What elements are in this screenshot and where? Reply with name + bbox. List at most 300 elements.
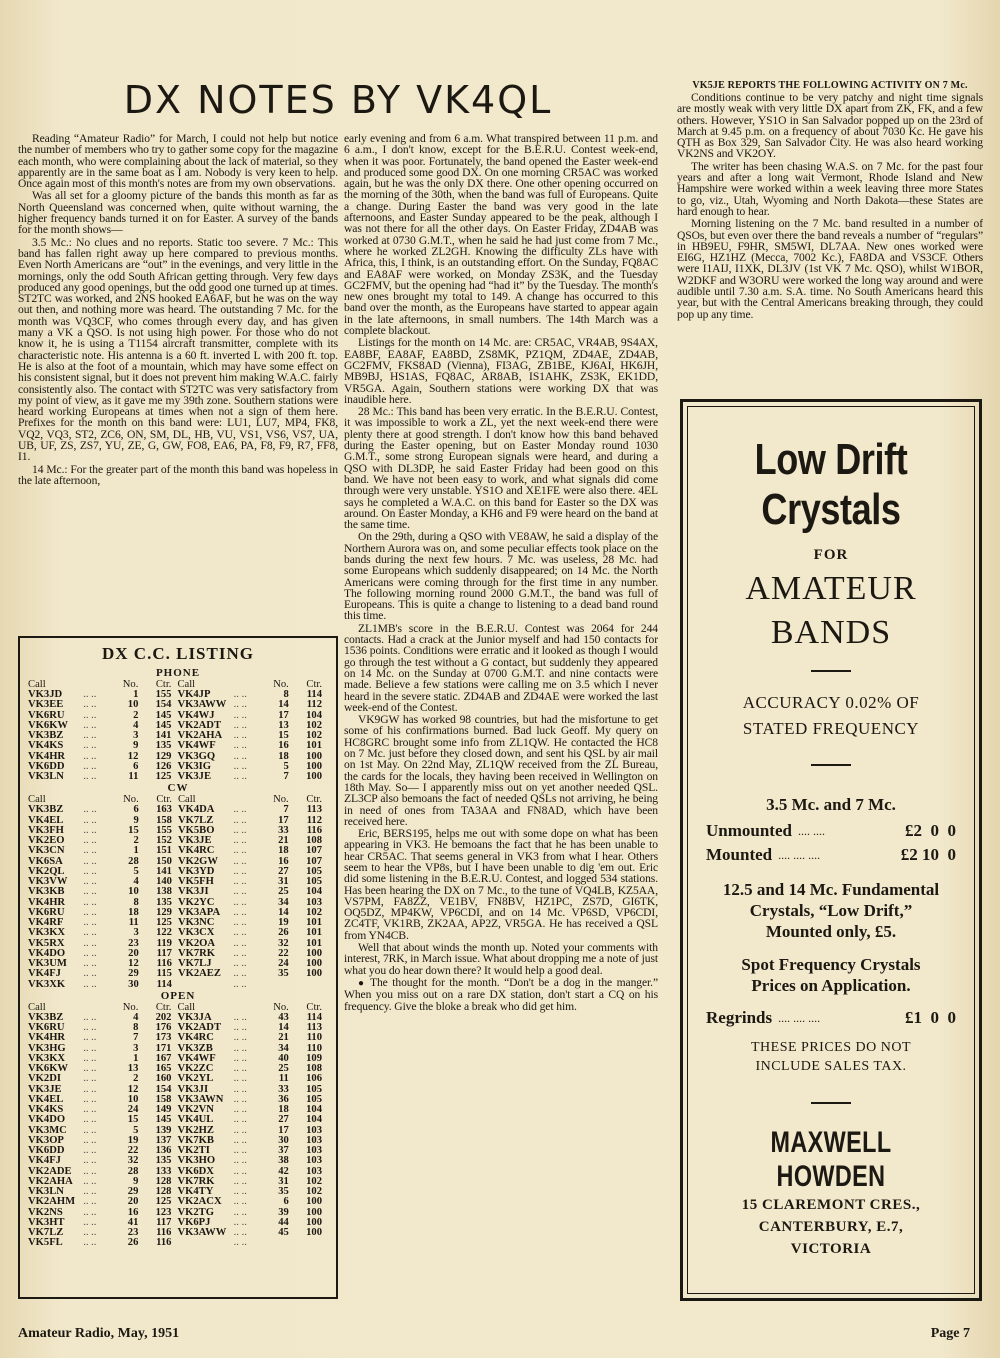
callsign-cell: VK3KB — [28, 886, 65, 898]
leader-dots: .. .. — [83, 1052, 97, 1064]
number-cell: 18 — [278, 750, 289, 762]
callsign-cell: VK4HR — [28, 1032, 66, 1044]
leader-dots: .. .. — [83, 689, 97, 700]
table-row — [28, 772, 328, 782]
number-cell: 5 — [283, 760, 289, 772]
leader-dots: .... .... .... — [778, 848, 821, 862]
countries-cell: 103 — [306, 1165, 322, 1177]
number-cell: 14 — [278, 1022, 289, 1033]
callsign-cell: VK4WF — [177, 1052, 216, 1064]
table-row — [28, 741, 328, 751]
number-cell: 10 — [127, 1093, 139, 1105]
leader-dots: .. .. — [83, 699, 97, 711]
number-cell: 40 — [278, 1052, 289, 1064]
number-cell: 11 — [128, 917, 139, 928]
paragraph: Was all set for a gloomy picture of the bands this month as far as North Queensland was concerned when, quite without warning, the higher frequency bands turned it on for Easter. A survey of the bands for the month shows— — [18, 189, 338, 237]
number-cell: 26 — [127, 1237, 139, 1249]
leader-dots: .. .. — [83, 1227, 97, 1238]
countries-cell: 108 — [306, 1063, 322, 1074]
countries-cell: 113 — [306, 804, 322, 816]
leader-dots: .. .. — [233, 1022, 247, 1033]
ad-address-1: 15 CLAREMONT CRES., — [741, 1197, 921, 1213]
countries-cell: 114 — [306, 689, 322, 700]
leader-dots: .. .. — [83, 1206, 97, 1218]
table-row — [28, 1197, 328, 1207]
leader-dots: .. .. — [233, 1042, 247, 1054]
leader-dots: .. .. — [233, 1063, 247, 1074]
bullet-icon: ● — [358, 977, 366, 989]
callsign-cell: VK2ADT — [177, 1022, 222, 1033]
column-header: No. — [273, 1001, 289, 1013]
number-cell: 4 — [133, 719, 139, 731]
number-cell: 26 — [278, 927, 289, 939]
price-label: Regrinds — [706, 1008, 773, 1027]
callsign-cell: VK4FJ — [28, 968, 61, 980]
column-header: Call — [177, 679, 196, 690]
countries-cell: 100 — [306, 1216, 322, 1228]
countries-cell: 100 — [306, 760, 322, 772]
leader-dots: .. .. — [83, 1175, 97, 1187]
countries-cell: 101 — [306, 740, 322, 752]
ad-spot-2: Prices on Application. — [751, 976, 911, 995]
callsign-cell: VK2YL — [177, 1073, 214, 1085]
countries-cell: 101 — [306, 927, 322, 939]
countries-cell: 135 — [155, 740, 172, 752]
callsign-cell: VK2AHA — [177, 730, 223, 741]
callsign-cell: VK3HG — [28, 1042, 66, 1054]
number-cell: 33 — [278, 824, 289, 836]
callsign-cell: VK4DO — [28, 1114, 66, 1126]
callsign-cell: VK4KS — [28, 1104, 64, 1115]
callsign-cell: VK3BZ — [28, 1011, 64, 1023]
countries-cell: 108 — [306, 835, 322, 846]
leader-dots: .. .. — [83, 760, 97, 772]
callsign-cell: VK6DD — [28, 760, 65, 772]
number-cell: 27 — [278, 865, 289, 877]
countries-cell: 100 — [306, 750, 322, 762]
callsign-cell: VK2ACX — [177, 1196, 222, 1208]
callsign-cell: VK2ADT — [177, 719, 222, 731]
countries-cell: 154 — [155, 699, 172, 711]
callsign-cell: VK7LZ — [177, 814, 214, 826]
table-row — [28, 700, 328, 710]
number-cell: 4 — [133, 876, 139, 887]
leader-dots: .. .. — [83, 1104, 97, 1115]
paragraph: On the 29th, during a QSO with VE8AW, he said a display of the Northern Aurora was on, and some peculiar effects took place on the bands during the next few hours. 7 Mc. was useless, 28 Mc. had some Europeans which suddenly disappeared; on 14 Mc. the North Americans were coming through for the first time in any number. The following morning round 2000 G.M.T., the band was full of Europeans. This is quite a change to listening to a dead band round this time. — [344, 530, 658, 623]
number-cell: 43 — [278, 1011, 289, 1023]
leader-dots: .. .. — [83, 978, 97, 990]
article-column-3 — [677, 80, 983, 390]
leader-dots: .. .. — [233, 1134, 247, 1146]
number-cell: 45 — [278, 1227, 289, 1238]
countries-cell: 102 — [306, 719, 322, 731]
leader-dots: .. .. — [83, 947, 97, 959]
countries-cell: 150 — [156, 855, 172, 867]
leader-dots: .. .. — [233, 1216, 247, 1228]
countries-cell: 101 — [306, 917, 322, 928]
ad-headline-1: Low Drift — [754, 435, 908, 484]
leader-dots: .. .. — [83, 1124, 97, 1136]
column-header: Ctr. — [306, 679, 322, 690]
callsign-cell: VK4KS — [28, 740, 64, 752]
countries-cell: 100 — [306, 968, 322, 980]
leader-dots: .. .. — [83, 876, 97, 887]
number-cell: 8 — [283, 689, 289, 700]
callsign-cell: VK4HR — [28, 896, 66, 908]
price-label: Unmounted — [706, 821, 792, 840]
countries-cell: 135 — [156, 896, 172, 908]
number-cell: 14 — [278, 906, 289, 918]
leader-dots: .. .. — [233, 865, 247, 877]
number-cell: 23 — [128, 937, 139, 949]
countries-cell: 149 — [155, 1104, 172, 1115]
countries-cell: 116 — [306, 824, 322, 836]
paragraph: Conditions continue to be very patchy and night time signals are mostly weak with very little DX apart from ZK, FK, and a few others. However, YS1O in San Salvador popped up on the 23rd of March at 9.45 p.m. on a frequency of about 7030 Kc. He gave his QTH as Box 329, San Salvador City. He was also heard working VK2NS and VK2OY. — [677, 91, 983, 161]
callsign-cell: VK3KX — [28, 1052, 66, 1064]
leader-dots: .. .. — [83, 1186, 97, 1197]
countries-cell: 202 — [155, 1011, 172, 1023]
countries-cell: 176 — [155, 1022, 172, 1033]
leader-dots: .. .. — [83, 1114, 97, 1126]
countries-cell: 107 — [306, 845, 322, 857]
number-cell: 18 — [278, 1104, 289, 1115]
countries-cell: 128 — [155, 1186, 172, 1197]
number-cell: 10 — [128, 886, 139, 898]
leader-dots: .. .. — [233, 1124, 247, 1136]
callsign-cell: VK2GW — [177, 855, 218, 867]
callsign-cell: VK3JE — [28, 1083, 62, 1095]
leader-dots: .. .. — [233, 1196, 247, 1208]
number-cell: 24 — [278, 958, 289, 969]
number-cell: 5 — [133, 1124, 139, 1136]
column-header: No. — [122, 679, 139, 690]
dxcc-title: DX C.C. LISTING — [102, 644, 254, 663]
number-cell: 35 — [278, 968, 289, 980]
number-cell: 16 — [127, 1206, 139, 1218]
leader-dots: .. .. — [83, 740, 97, 752]
callsign-cell: VK3JI — [177, 886, 209, 898]
leader-dots: .. .. — [83, 750, 97, 762]
dxcc-table — [28, 1002, 328, 1249]
countries-cell: 112 — [306, 814, 322, 826]
leader-dots: .. .. — [83, 709, 97, 721]
countries-cell: 151 — [156, 845, 172, 857]
countries-cell: 138 — [156, 886, 172, 898]
callsign-cell: VK2HZ — [177, 1124, 214, 1136]
countries-cell: 109 — [306, 1052, 322, 1064]
price-label: Mounted — [706, 845, 773, 864]
countries-cell: 105 — [306, 1083, 322, 1095]
callsign-cell: VK3HT — [28, 1216, 65, 1228]
column-header: Call — [177, 794, 196, 806]
paragraph: Morning listening on the 7 Mc. band resulted in a number of QSOs, but even over there the band reveals a number of “regulars” in HB9EU, F9HR, SM5WI, DL7AA. New ones worked were EI6G, HZ1HZ (Mecca, 7002 Kc.), FA8DA and VS3CF. Others were I1AIJ, I1XK, DL3JV (1st VK 7 Mc. QSO), whilst W1BOR, W2DKF and W3ORU were worked the long way around and were audible until 7.30 a.m. S.A. time. No South Americans heard this year, but with the Central Americans breaking through, they could pop up any time. — [677, 217, 983, 321]
leader-dots: .. .. — [83, 958, 97, 969]
leader-dots: .. .. — [233, 1206, 247, 1218]
callsign-cell: VK3EE — [28, 699, 64, 711]
countries-cell: 129 — [156, 906, 172, 918]
callsign-cell: VK2OA — [177, 937, 216, 949]
column-header: No. — [122, 1001, 139, 1013]
leader-dots: .. .. — [233, 824, 247, 836]
leader-dots: .. .. — [233, 927, 247, 939]
price-value: £1 0 0 — [905, 1008, 956, 1027]
callsign-cell: VK3LN — [28, 1186, 64, 1197]
countries-cell: 102 — [306, 1186, 322, 1197]
callsign-cell: VK3BZ — [28, 804, 64, 816]
price-row-mounted — [688, 843, 974, 867]
callsign-cell: VK3UM — [28, 958, 67, 969]
number-cell: 12 — [127, 1083, 139, 1095]
countries-cell: 145 — [155, 709, 172, 721]
leader-dots: .. .. — [233, 771, 247, 782]
number-cell: 13 — [278, 719, 289, 731]
countries-cell: 165 — [155, 1063, 172, 1074]
countries-cell: 136 — [155, 1145, 172, 1156]
ad-accuracy-2: STATED FREQUENCY — [742, 719, 920, 738]
leader-dots: .. .. — [83, 1155, 97, 1167]
callsign-cell: VK3JD — [28, 689, 63, 700]
leader-dots: .. .. — [233, 740, 247, 752]
leader-dots: .. .. — [233, 1032, 247, 1044]
leader-dots: .. .. — [233, 1093, 247, 1105]
callsign-cell: VK2TG — [177, 1206, 214, 1218]
number-cell: 7 — [133, 1032, 139, 1044]
leader-dots: .. .. — [233, 730, 247, 741]
callsign-cell: VK2YC — [177, 896, 215, 908]
countries-cell: 105 — [306, 876, 322, 887]
callsign-cell: VK3CN — [28, 845, 65, 857]
table-row — [28, 805, 328, 815]
number-cell: 35 — [278, 1186, 289, 1197]
countries-cell: 103 — [306, 896, 322, 908]
callsign-cell: VK3AWN — [177, 1093, 224, 1105]
paragraph: VK9GW has worked 98 countries, but had the misfortune to get some of his confirmations burned. Bad luck Geoff. My query on HC8GRC brought some info from ZL1QW. He contacted the HC8 on 7 Mc. just before they closed down, and sent his QSL by air mail on 1st May. On 22nd May, ZL1QW received from the ZL Bureau, the cards for the locals, they having been received in Wellington on 18th May. So— I apparently miss out on yet another needed QSL. ZL3CP also bemoans the fact of needed QSLs not arriving, he being in need of ones from TA3AA and FN8AD, which have been received here. — [344, 713, 658, 828]
countries-cell: 160 — [155, 1073, 172, 1085]
number-cell — [266, 980, 289, 990]
leader-dots: .. .. — [83, 814, 97, 826]
number-cell: 21 — [278, 1032, 289, 1044]
leader-dots: .. .. — [233, 1227, 247, 1238]
leader-dots: .. .. — [83, 865, 97, 877]
price-row-regrinds — [688, 1006, 974, 1030]
countries-cell: 114 — [156, 978, 172, 990]
callsign-cell: VK7LZ — [28, 1227, 64, 1238]
callsign-cell: VK6DX — [177, 1165, 214, 1177]
column-header: Call — [177, 1001, 196, 1013]
countries-cell: 123 — [155, 1206, 172, 1218]
number-cell: 5 — [133, 865, 139, 877]
leader-dots: .. .. — [83, 855, 97, 867]
number-cell: 14 — [278, 699, 289, 711]
leader-dots: .. .. — [83, 804, 97, 816]
callsign-cell: VK3FH — [28, 824, 64, 836]
column-header: Ctr. — [306, 1001, 322, 1013]
countries-cell: 141 — [156, 865, 172, 877]
countries-cell: 126 — [155, 760, 172, 772]
callsign-cell: VK3MC — [28, 1124, 67, 1136]
countries-cell: 152 — [156, 835, 172, 846]
paragraph: early evening and from 6 a.m. What transpired between 11 p.m. and 6 a.m., I don't know, except for the B.E.R.U. Contest week-end, when it was poor. Fortunately, the band opened the Easter week-end and produced some good DX. On one morning CR5AC was worked again, but he was the only DX there. One other opening occurred on the morning of the 30th, when the band was full of Europeans. Quite a change. During Easter the band was very good in the late afternoons, and Easter Sunday appeared to be the peak, although I was not there for all the other days. On Easter Friday, ZD4AB was worked at 0730 G.M.T., when he said he had just come from 7 Mc., where he worked ZL2GH. Knowing the difficulty ZLs have with Africa, this, I think, is an outstanding effort. On the Sunday, FQ8AC and EA8AF were worked, on Monday ZS3K, and the Tuesday GC2FMV, but the opening had “had it” by the Tuesday. The month's new ones brought my total to 149. A change has occurred to this band over the month, as the Europeans have started to appear again in the late afternoons, in small numbers. The 14th March was a complete blackout. — [344, 133, 658, 338]
article-column-2 — [344, 133, 658, 1318]
number-cell: 7 — [283, 804, 289, 816]
number-cell: 9 — [133, 1175, 139, 1187]
table-row — [28, 1156, 328, 1166]
countries-cell: 129 — [155, 750, 172, 762]
number-cell: 27 — [278, 1114, 289, 1126]
leader-dots: .. .. — [233, 1186, 247, 1197]
leader-dots: .. .. — [233, 1114, 247, 1126]
ad-tax-2: INCLUDE SALES TAX. — [755, 1059, 907, 1074]
countries-cell: 141 — [155, 730, 172, 741]
leader-dots: .. .. — [83, 771, 97, 782]
leader-dots: .. .. — [233, 947, 247, 959]
dxcc-sections — [28, 667, 328, 1249]
number-cell: 15 — [278, 730, 289, 741]
footer-publication: Amateur Radio, May, 1951 — [18, 1326, 180, 1341]
number-cell: 17 — [278, 1124, 289, 1136]
dxcc-section-heading: PHONE — [155, 667, 201, 679]
number-cell: 2 — [133, 1073, 139, 1085]
number-cell: 1 — [133, 845, 139, 857]
ad-company: MAXWELL HOWDEN — [770, 1126, 892, 1193]
leader-dots: .. .. — [83, 1042, 97, 1054]
number-cell: 39 — [278, 1206, 289, 1218]
number-cell: 15 — [128, 824, 139, 836]
leader-dots: .... .... .... — [778, 1011, 821, 1025]
callsign-cell: VK6RU — [28, 709, 65, 721]
leader-dots: .. .. — [83, 824, 97, 836]
callsign-cell: VK3ZB — [177, 1042, 213, 1054]
leader-dots: .. .. — [83, 937, 97, 949]
callsign-cell: VK3CX — [177, 927, 215, 939]
leader-dots: .. .. — [83, 1032, 97, 1044]
number-cell: 16 — [278, 740, 289, 752]
countries-cell: 116 — [156, 1227, 172, 1238]
countries-cell: 119 — [156, 937, 172, 949]
callsign-cell: VK7RK — [177, 947, 216, 959]
number-cell: 3 — [133, 730, 139, 741]
column-header: Call — [28, 794, 46, 806]
callsign-cell: VK4DA — [177, 804, 215, 816]
paragraph: Reading “Amateur Radio” for March, I could not help but notice the number of members who try to gather some copy for the magazine each month, who were complaining about the lack of material, so they apparently are in the same boat as I am. Nobody is very keen to help. Once again most of this month's notes are from my own observations. — [18, 133, 338, 191]
countries-cell: 128 — [155, 1175, 172, 1187]
number-cell: 11 — [278, 1073, 289, 1085]
countries-cell: 145 — [155, 1114, 172, 1126]
callsign-cell: VK3APA — [177, 906, 221, 918]
leader-dots: .. .. — [83, 845, 97, 857]
column-header: Call — [28, 679, 46, 690]
number-cell: 6 — [133, 760, 139, 772]
countries-cell: 100 — [306, 771, 322, 782]
leader-dots: .. .. — [83, 917, 97, 928]
countries-cell: 100 — [306, 1227, 322, 1238]
number-cell: 20 — [128, 947, 139, 959]
dxcc-listing-box — [18, 636, 338, 1299]
countries-cell: 145 — [155, 719, 172, 731]
countries-cell: 113 — [306, 1022, 322, 1033]
leader-dots: .. .. — [233, 855, 247, 867]
countries-cell: 102 — [306, 730, 322, 741]
countries-cell: 116 — [156, 958, 172, 969]
table-row — [28, 980, 328, 990]
leader-dots: .... .... — [797, 824, 825, 838]
countries-cell: 112 — [306, 699, 322, 711]
countries-cell: 158 — [155, 1093, 172, 1105]
number-cell: 21 — [278, 835, 289, 846]
callsign-cell: VK3AWW — [177, 699, 227, 711]
column-header: No. — [273, 679, 289, 690]
number-cell: 32 — [127, 1155, 139, 1167]
countries-cell: 104 — [306, 1114, 322, 1126]
ad-headline-2: Crystals — [761, 485, 901, 534]
countries-cell: 115 — [156, 968, 172, 980]
callsign-cell: VK3NC — [177, 917, 215, 928]
divider — [811, 670, 851, 672]
leader-dots: .. .. — [233, 814, 247, 826]
column-header: Ctr. — [306, 794, 322, 806]
ad-amateur: AMATEUR — [745, 570, 917, 607]
callsign-cell: VK4FJ — [28, 1155, 61, 1167]
leader-dots: .. .. — [233, 699, 247, 711]
number-cell: 11 — [128, 771, 139, 782]
countries-cell: 155 — [155, 689, 172, 700]
price-value: £2 0 0 — [905, 821, 956, 840]
callsign-cell: VK2ZC — [177, 1063, 214, 1074]
leader-dots: .. .. — [233, 1073, 247, 1085]
number-cell: 13 — [127, 1063, 139, 1074]
callsign-cell: VK3XK — [28, 978, 66, 990]
number-cell: 32 — [278, 937, 289, 949]
callsign-cell — [178, 980, 233, 990]
leader-dots: .. .. — [83, 1216, 97, 1228]
countries-cell: 114 — [306, 1011, 322, 1023]
leader-dots: .. .. — [233, 978, 247, 990]
leader-dots: .. .. — [83, 1083, 97, 1095]
number-cell: 1 — [133, 1052, 139, 1064]
countries-cell: 102 — [306, 1175, 322, 1187]
dxcc-section-heading: CW — [167, 782, 189, 795]
callsign-cell: VK7RK — [177, 1175, 215, 1187]
countries-cell: 103 — [306, 1155, 322, 1167]
table-row — [28, 887, 328, 897]
dxcc-table — [28, 679, 328, 782]
callsign-cell: VK2EO — [28, 835, 65, 846]
number-cell: 31 — [278, 1175, 289, 1187]
leader-dots: .. .. — [83, 1196, 97, 1208]
countries-cell: 117 — [156, 947, 172, 959]
countries-cell: 100 — [306, 1206, 322, 1218]
number-cell: 19 — [127, 1134, 139, 1146]
leader-dots: .. .. — [233, 750, 247, 762]
number-cell: 17 — [278, 709, 289, 721]
table-row — [28, 969, 328, 979]
ad-inner-frame — [687, 406, 975, 1294]
footer-page-number: Page 7 — [930, 1326, 970, 1341]
callsign-cell: VK3OP — [28, 1134, 64, 1146]
countries-cell: 139 — [155, 1124, 172, 1136]
paragraph: Well that about winds the month up. Noted your comments with interest, 7RK, in March issue. What about dropping me a note of just what you do hear down there? It would help a good deal. — [344, 941, 658, 977]
number-cell: 9 — [133, 814, 139, 826]
table-row — [28, 1033, 328, 1043]
number-cell: 12 — [127, 750, 139, 762]
callsign-cell: VK5RX — [28, 937, 65, 949]
leader-dots: .. .. — [83, 896, 97, 908]
column-header: Ctr. — [155, 1001, 172, 1013]
callsign-cell: VK4WF — [177, 740, 216, 752]
number-cell: 1 — [133, 689, 139, 700]
callsign-cell: VK4EL — [28, 1093, 64, 1105]
number-cell: 30 — [128, 978, 139, 990]
